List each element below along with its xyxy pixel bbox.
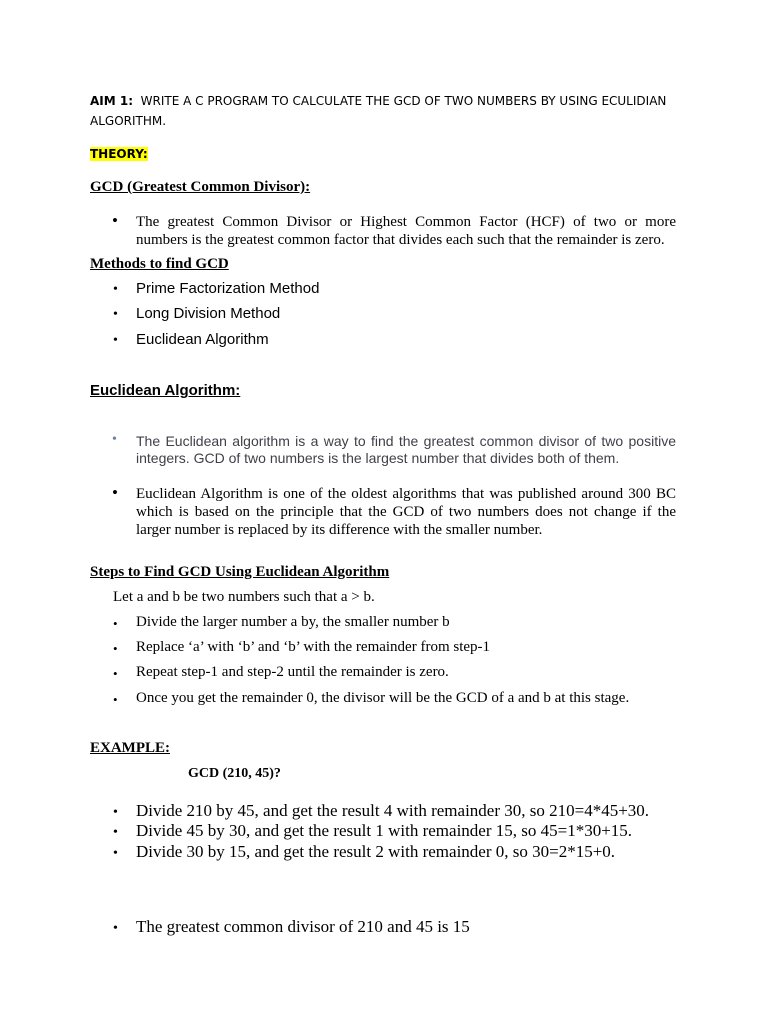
- bullet-icon: •: [113, 805, 118, 820]
- example-conclusion: The greatest common divisor of 210 and 45 is 15: [136, 917, 470, 936]
- bullet-icon: •: [112, 483, 118, 502]
- euclid-heading: Euclidean Algorithm:: [90, 382, 241, 399]
- method-item: Prime Factorization Method: [136, 280, 320, 297]
- method-item: Long Division Method: [136, 305, 281, 322]
- bullet-icon: •: [112, 211, 118, 230]
- bullet-icon: •: [113, 921, 118, 936]
- aim-text-continued: ALGORITHM.: [90, 114, 167, 128]
- bullet-icon: •: [113, 616, 118, 631]
- step-item: Divide the larger number a by, the smaller number b: [136, 614, 450, 630]
- bullet-icon: •: [113, 666, 118, 681]
- example-question: GCD (210, 45)?: [188, 766, 281, 781]
- bullet-icon: •: [113, 692, 118, 707]
- gcd-definition: The greatest Common Divisor or Highest Common Factor (HCF) of two or more numbers is the greatest common factor that divides each such that the remainder is zero.: [136, 214, 676, 248]
- step-item: Once you get the remainder 0, the divisor will be the GCD of a and b at this stage.: [136, 690, 630, 706]
- theory-highlight: THEORY:: [90, 147, 148, 161]
- aim-label: AIM 1:: [90, 94, 134, 108]
- euclid-point-1: The Euclidean algorithm is a way to find the greatest common divisor of two positive integers. GCD of two numbers is the largest number that divides both of them.: [136, 433, 676, 466]
- aim-text: WRITE A C PROGRAM TO CALCULATE THE GCD OF TWO NUMBERS BY USING ECULIDIAN: [140, 94, 667, 108]
- example-step: Divide 30 by 15, and get the result 2 with remainder 0, so 30=2*15+0.: [136, 842, 616, 861]
- bullet-icon: •: [113, 333, 118, 348]
- step-item: Repeat step-1 and step-2 until the remainder is zero.: [136, 664, 449, 680]
- aim-line: [90, 94, 666, 108]
- bullet-icon: •: [113, 641, 118, 656]
- bullet-icon: •: [112, 432, 117, 447]
- bullet-icon: •: [113, 282, 118, 297]
- steps-heading: Steps to Find GCD Using Euclidean Algorithm: [90, 564, 390, 580]
- example-step: Divide 210 by 45, and get the result 4 with remainder 30, so 210=4*45+30.: [136, 801, 650, 820]
- method-item: Euclidean Algorithm: [136, 331, 269, 348]
- bullet-icon: •: [113, 307, 118, 322]
- example-step: Divide 45 by 30, and get the result 1 with remainder 15, so 45=1*30+15.: [136, 821, 633, 840]
- methods-heading: Methods to find GCD: [90, 256, 229, 272]
- bullet-icon: •: [113, 825, 118, 840]
- example-heading: EXAMPLE:: [90, 740, 170, 756]
- euclid-point-2: Euclidean Algorithm is one of the oldest algorithms that was published around 300 BC which is based on the principle that the GCD of two numbers does not change if the larger number is replaced by its difference with the smaller number.: [136, 486, 676, 538]
- bullet-icon: •: [113, 846, 118, 861]
- steps-intro: Let a and b be two numbers such that a > b.: [113, 589, 375, 605]
- step-item: Replace ‘a’ with ‘b’ and ‘b’ with the remainder from step-1: [136, 639, 491, 655]
- gcd-heading: GCD (Greatest Common Divisor):: [90, 179, 311, 195]
- theory-label: [90, 147, 148, 161]
